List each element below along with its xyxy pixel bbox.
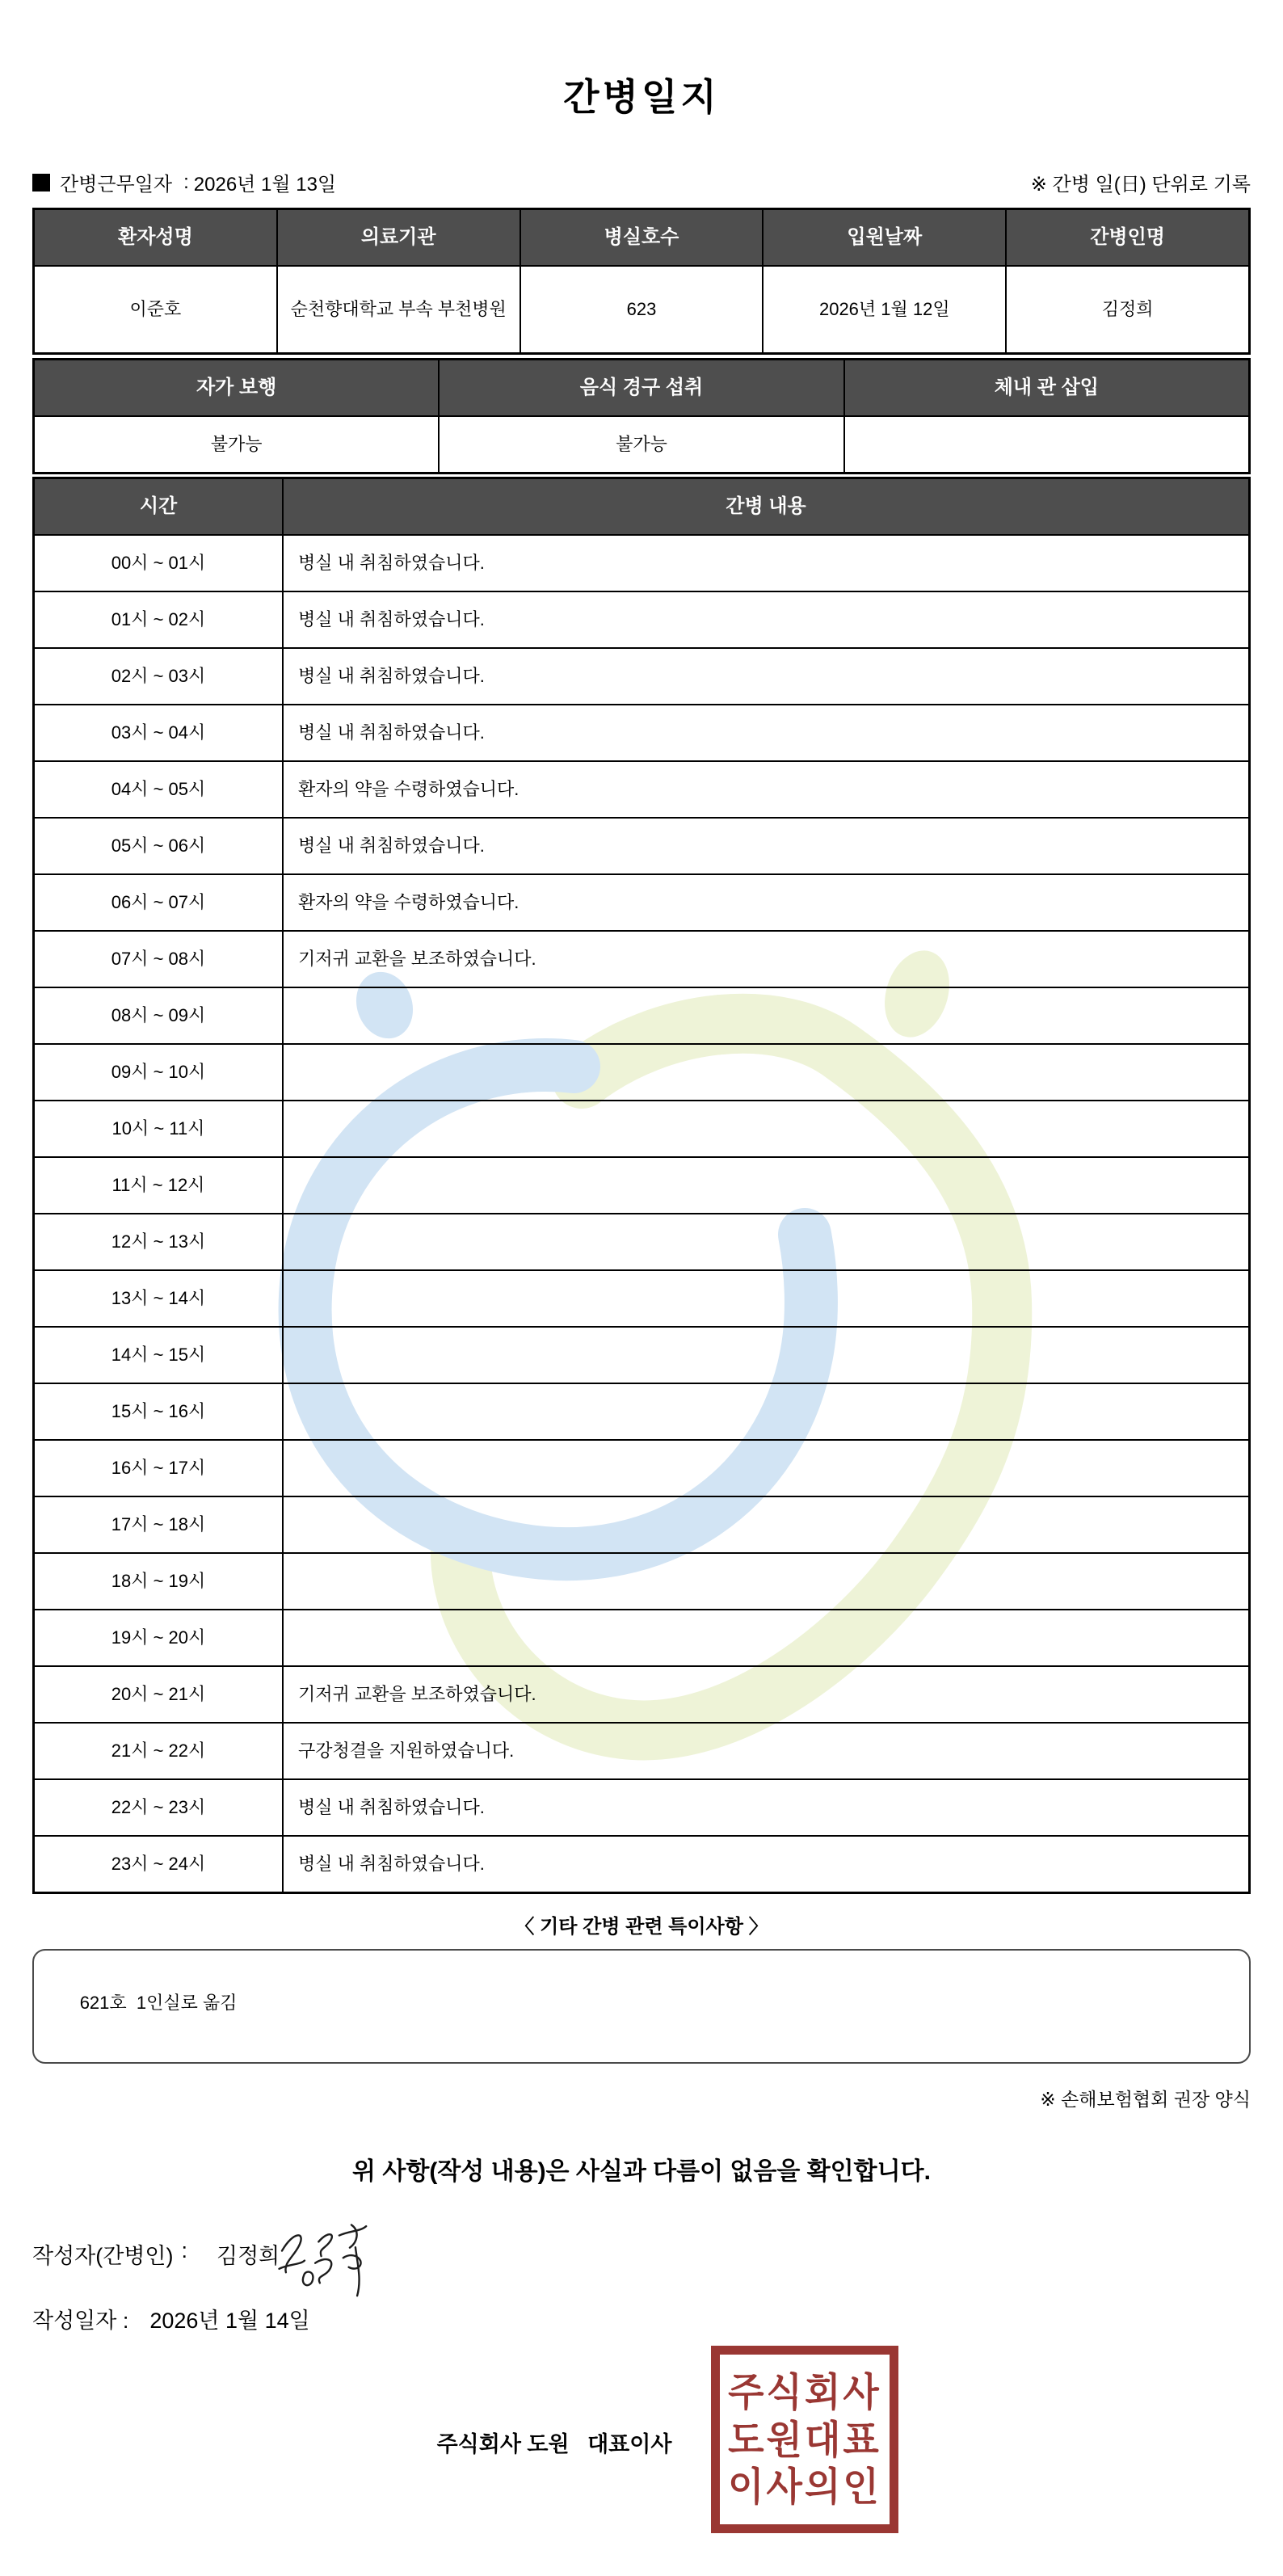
care-log-time-cell: 13시 ~ 14시: [34, 1270, 283, 1327]
writer-label: 작성자(간병인): [32, 2244, 174, 2268]
work-date-row: [32, 168, 1251, 196]
care-log-note-cell: 기저귀 교환을 보조하였습니다.: [283, 931, 1249, 987]
writer-name: 김정희: [217, 2244, 280, 2268]
care-log-note-cell: [283, 1553, 1249, 1610]
care-log-note-cell: 환자의 약을 수령하였습니다.: [283, 874, 1249, 931]
unit-note: ※ 간병 일(日) 단위로 기록: [1030, 174, 1251, 196]
bullet-square-icon: [32, 174, 50, 192]
care-log-time-cell: 12시 ~ 13시: [34, 1214, 283, 1270]
caregiver-name-value: 김정희: [1006, 266, 1249, 353]
room-number-value: 623: [520, 266, 763, 353]
tube-insertion-header: 체내 관 삽입: [844, 360, 1249, 416]
caregiver-signature: [273, 2220, 374, 2301]
patient-info-table: [32, 208, 1251, 355]
care-log-note-cell: 환자의 약을 수령하였습니다.: [283, 761, 1249, 818]
care-log-time-cell: 21시 ~ 22시: [34, 1723, 283, 1779]
care-log-time-cell: 10시 ~ 11시: [34, 1101, 283, 1157]
care-log-table: [32, 477, 1251, 1894]
care-log-note-cell: [283, 1044, 1249, 1101]
care-log-time-cell: 22시 ~ 23시: [34, 1779, 283, 1836]
care-log-time-cell: 01시 ~ 02시: [34, 591, 283, 648]
care-log-note-cell: [283, 1214, 1249, 1270]
writer-colon: :: [181, 2238, 187, 2262]
page-title: 간병일지: [563, 76, 720, 118]
written-date-value: 2026년 1월 14일: [149, 2309, 310, 2333]
care-log-time-cell: 09시 ~ 10시: [34, 1044, 283, 1101]
special-notes-title: 〈 기타 간병 관련 특이사항 〉: [515, 1916, 768, 1938]
care-log-note-cell: 병실 내 취침하였습니다.: [283, 1836, 1249, 1892]
care-log-time-cell: 19시 ~ 20시: [34, 1610, 283, 1666]
work-date-group: [32, 168, 336, 196]
care-log-note-cell: 병실 내 취침하였습니다.: [283, 705, 1249, 761]
written-date-label: 작성일자 :: [32, 2309, 129, 2333]
time-header: 시간: [34, 478, 283, 535]
special-notes-content: 621호 1인실로 옮김: [79, 1993, 238, 2013]
company-title: 주식회사 도원 대표이사: [436, 2432, 672, 2456]
care-log-time-cell: 05시 ~ 06시: [34, 818, 283, 874]
writer-line: [32, 2238, 280, 2270]
admission-date-value: 2026년 1월 12일: [763, 266, 1006, 353]
care-log-time-cell: 20시 ~ 21시: [34, 1666, 283, 1723]
care-log-note-cell: [283, 1383, 1249, 1440]
confirmation-statement: 위 사항(작성 내용)은 사실과 다름이 없음을 확인합니다.: [352, 2158, 931, 2185]
care-log-note-cell: [283, 1496, 1249, 1553]
patient-condition-table: [32, 358, 1251, 474]
care-log-note-cell: [283, 987, 1249, 1044]
care-log-note-cell: 병실 내 취침하였습니다.: [283, 1779, 1249, 1836]
care-log-note-cell: [283, 1610, 1249, 1666]
care-content-header: 간병 내용: [283, 478, 1249, 535]
care-log-note-cell: [283, 1157, 1249, 1214]
self-walking-value: 불가능: [34, 416, 439, 473]
care-log-note-cell: 병실 내 취침하였습니다.: [283, 648, 1249, 705]
seal-line-1: 주식회사: [728, 2369, 881, 2414]
care-log-note-cell: 구강청결을 지원하였습니다.: [283, 1723, 1249, 1779]
care-log-note-cell: [283, 1327, 1249, 1383]
medical-org-value: 순천향대학교 부속 부천병원: [277, 266, 520, 353]
admission-date-header: 입원날짜: [763, 209, 1006, 266]
work-date-colon: :: [183, 170, 189, 193]
work-date-value: 2026년 1월 13일: [193, 174, 337, 196]
care-log-time-cell: 14시 ~ 15시: [34, 1327, 283, 1383]
room-number-header: 병실호수: [520, 209, 763, 266]
care-log-time-cell: 03시 ~ 04시: [34, 705, 283, 761]
seal-line-3: 이사의인: [728, 2464, 881, 2509]
care-log-note-cell: [283, 1101, 1249, 1157]
care-log-note-cell: 기저귀 교환을 보조하였습니다.: [283, 1666, 1249, 1723]
care-log-time-cell: 18시 ~ 19시: [34, 1553, 283, 1610]
tube-insertion-value: [844, 416, 1249, 473]
company-seal-stamp: [711, 2346, 898, 2533]
care-log-time-cell: 02시 ~ 03시: [34, 648, 283, 705]
seal-line-2: 도원대표: [728, 2417, 881, 2461]
care-log-note-cell: 병실 내 취침하였습니다.: [283, 535, 1249, 591]
care-log-note-cell: 병실 내 취침하였습니다.: [283, 818, 1249, 874]
care-log-time-cell: 00시 ~ 01시: [34, 535, 283, 591]
medical-org-header: 의료기관: [277, 209, 520, 266]
care-log-time-cell: 06시 ~ 07시: [34, 874, 283, 931]
written-date-line: [32, 2303, 310, 2334]
work-date-label: 간병근무일자: [60, 174, 173, 196]
care-log-note-cell: [283, 1440, 1249, 1496]
self-walking-header: 자가 보행: [34, 360, 439, 416]
care-log-time-cell: 15시 ~ 16시: [34, 1383, 283, 1440]
care-log-time-cell: 04시 ~ 05시: [34, 761, 283, 818]
care-log-time-cell: 17시 ~ 18시: [34, 1496, 283, 1553]
care-log-time-cell: 08시 ~ 09시: [34, 987, 283, 1044]
patient-name-value: 이준호: [34, 266, 277, 353]
care-log-time-cell: 16시 ~ 17시: [34, 1440, 283, 1496]
care-log-time-cell: 23시 ~ 24시: [34, 1836, 283, 1892]
form-standard-note: ※ 손해보험협회 권장 양식: [1040, 2089, 1251, 2110]
oral-intake-value: 불가능: [439, 416, 843, 473]
oral-intake-header: 음식 경구 섭취: [439, 360, 843, 416]
care-log-note-cell: 병실 내 취침하였습니다.: [283, 591, 1249, 648]
special-notes-box: [32, 1949, 1251, 2064]
care-log-time-cell: 07시 ~ 08시: [34, 931, 283, 987]
patient-name-header: 환자성명: [34, 209, 277, 266]
care-log-note-cell: [283, 1270, 1249, 1327]
caregiver-name-header: 간병인명: [1006, 209, 1249, 266]
care-log-time-cell: 11시 ~ 12시: [34, 1157, 283, 1214]
